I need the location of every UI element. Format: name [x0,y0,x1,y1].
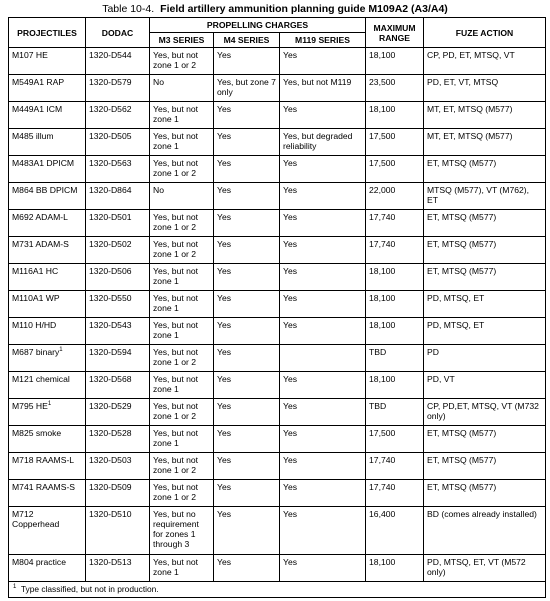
range-cell: 18,100 [366,555,424,582]
m4-cell: Yes [214,399,280,426]
m119-cell: Yes [280,426,366,453]
m4-cell: Yes [214,555,280,582]
m4-cell: Yes [214,372,280,399]
m119-cell: Yes [280,507,366,555]
m119-cell: Yes [280,183,366,210]
m3-cell: Yes, but no requirement for zones 1 through 3 [150,507,214,555]
m3-cell: No [150,75,214,102]
projectile-name: M121 chemical [12,374,70,384]
projectile-name: M712 Copperhead [12,509,60,529]
projectile-cell [9,210,86,237]
table-row [9,264,546,291]
table-row [9,102,546,129]
header-maximum-range: MAXIMUM RANGE [366,18,424,48]
projectile-cell [9,453,86,480]
m119-cell: Yes [280,102,366,129]
m4-cell: Yes [214,426,280,453]
fuze-cell: ET, MTSQ (M577) [424,264,546,291]
dodac-cell: 1320-D543 [86,318,150,345]
dodac-cell: 1320-D505 [86,129,150,156]
projectile-name: M687 binary [12,347,60,357]
m4-cell: Yes [214,156,280,183]
projectile-name: M692 ADAM-L [12,212,68,222]
m119-cell: Yes [280,264,366,291]
fuze-cell: PD, MTSQ, ET [424,291,546,318]
projectile-cell [9,129,86,156]
projectile-cell [9,48,86,75]
table-row [9,129,546,156]
footnote-marker: 1 [47,401,52,408]
dodac-cell: 1320-D594 [86,345,150,372]
fuze-cell: CP, PD, ET, MTSQ, VT [424,48,546,75]
projectile-cell [9,291,86,318]
m119-cell: Yes [280,372,366,399]
projectile-name: M795 HE [12,401,48,411]
range-cell: 17,740 [366,453,424,480]
projectile-cell [9,399,86,426]
fuze-cell: MT, ET, MTSQ (M577) [424,129,546,156]
range-cell: 18,100 [366,48,424,75]
footnote-text: Type classified, but not in production. [20,584,159,594]
projectile-name: M741 RAAMS-S [12,482,76,492]
fuze-cell: ET, MTSQ (M577) [424,426,546,453]
table-row [9,156,546,183]
m119-cell: Yes [280,399,366,426]
dodac-cell: 1320-D510 [86,507,150,555]
dodac-cell: 1320-D864 [86,183,150,210]
projectile-name: M864 BB DPICM [12,185,78,195]
table-row [9,345,546,372]
m4-cell: Yes [214,453,280,480]
projectile-cell [9,237,86,264]
fuze-cell: MTSQ (M577), VT (M762), ET [424,183,546,210]
m3-cell: Yes, but not zone 1 [150,102,214,129]
table-row [9,555,546,582]
table-row [9,399,546,426]
header-projectiles: PROJECTILES [9,18,86,48]
m119-cell: Yes [280,555,366,582]
projectile-cell [9,318,86,345]
projectile-name: M549A1 RAP [12,77,65,87]
m4-cell: Yes, but zone 7 only [214,75,280,102]
m119-cell: Yes [280,48,366,75]
fuze-cell: ET, MTSQ (M577) [424,480,546,507]
projectile-cell [9,507,86,555]
m3-cell: Yes, but not zone 1 [150,426,214,453]
dodac-cell: 1320-D506 [86,264,150,291]
range-cell: 17,500 [366,129,424,156]
dodac-cell: 1320-D544 [86,48,150,75]
m3-cell: Yes, but not zone 1 or 2 [150,453,214,480]
projectile-name: M731 ADAM-S [12,239,69,249]
projectile-cell [9,555,86,582]
footnote-marker: 1 [59,347,63,354]
m4-cell: Yes [214,237,280,264]
m3-cell: Yes, but not zone 1 [150,372,214,399]
table-caption [0,2,550,16]
m3-cell: Yes, but not zone 1 [150,291,214,318]
m4-cell: Yes [214,183,280,210]
fuze-cell: BD (comes already installed) [424,507,546,555]
m4-cell: Yes [214,264,280,291]
range-cell: 17,740 [366,237,424,264]
projectile-name: M110A1 WP [12,293,60,303]
m3-cell: Yes, but not zone 1 or 2 [150,480,214,507]
range-cell: 17,500 [366,156,424,183]
m3-cell: Yes, but not zone 1 [150,264,214,291]
m119-cell: Yes [280,237,366,264]
projectile-cell [9,480,86,507]
footnote-row [9,582,546,598]
fuze-cell: CP, PD,ET, MTSQ, VT (M732 only) [424,399,546,426]
fuze-cell: ET, MTSQ (M577) [424,237,546,264]
m3-cell: Yes, but not zone 1 or 2 [150,210,214,237]
projectile-cell [9,156,86,183]
dodac-cell: 1320-D550 [86,291,150,318]
m4-cell: Yes [214,102,280,129]
m4-cell: Yes [214,345,280,372]
dodac-cell: 1320-D528 [86,426,150,453]
range-cell: 23,500 [366,75,424,102]
m119-cell: Yes [280,156,366,183]
dodac-cell: 1320-D513 [86,555,150,582]
fuze-cell: ET, MTSQ (M577) [424,210,546,237]
projectile-name: M107 HE [12,50,48,60]
table-row [9,237,546,264]
dodac-cell: 1320-D529 [86,399,150,426]
table-row [9,210,546,237]
header-dodac: DODAC [86,18,150,48]
ammunition-table [8,17,546,598]
projectile-name: M825 smoke [12,428,62,438]
dodac-cell: 1320-D503 [86,453,150,480]
range-cell: 17,740 [366,480,424,507]
m3-cell: Yes, but not zone 1 or 2 [150,237,214,264]
m3-cell: No [150,183,214,210]
m4-cell: Yes [214,48,280,75]
dodac-cell: 1320-D568 [86,372,150,399]
m3-cell: Yes, but not zone 1 [150,555,214,582]
table-row [9,318,546,345]
dodac-cell: 1320-D501 [86,210,150,237]
fuze-cell: PD, VT [424,372,546,399]
projectile-cell [9,183,86,210]
table-row [9,507,546,555]
fuze-cell: PD [424,345,546,372]
range-cell: 17,500 [366,426,424,453]
m119-cell: Yes, but not M119 [280,75,366,102]
m4-cell: Yes [214,129,280,156]
m119-cell: Yes [280,318,366,345]
m3-cell: Yes, but not zone 1 [150,129,214,156]
m119-cell [280,345,366,372]
projectile-name: M116A1 HC [12,266,59,276]
m4-cell: Yes [214,507,280,555]
footnote [9,582,546,598]
m3-cell: Yes, but not zone 1 or 2 [150,48,214,75]
fuze-cell: PD, MTSQ, ET [424,318,546,345]
table-row [9,480,546,507]
range-cell: 18,100 [366,264,424,291]
projectile-cell [9,372,86,399]
projectile-cell [9,102,86,129]
range-cell: 18,100 [366,291,424,318]
fuze-cell: PD, ET, VT, MTSQ [424,75,546,102]
projectile-name: M110 H/HD [12,320,57,330]
table-row [9,48,546,75]
table-row [9,426,546,453]
header-m119-series: M119 SERIES [280,33,366,48]
projectile-cell [9,75,86,102]
table-row [9,75,546,102]
fuze-cell: ET, MTSQ (M577) [424,156,546,183]
footnote-mark: 1 [13,584,17,591]
projectile-name: M483A1 DPICM [12,158,75,168]
range-cell: 18,100 [366,372,424,399]
dodac-cell: 1320-D579 [86,75,150,102]
m3-cell: Yes, but not zone 1 or 2 [150,399,214,426]
m119-cell: Yes [280,210,366,237]
range-cell: 17,740 [366,210,424,237]
dodac-cell: 1320-D563 [86,156,150,183]
header-propelling-charges: PROPELLING CHARGES [150,18,366,33]
m4-cell: Yes [214,480,280,507]
fuze-cell: PD, MTSQ, ET, VT (M572 only) [424,555,546,582]
projectile-cell [9,264,86,291]
header-m4-series: M4 SERIES [214,33,280,48]
fuze-cell: MT, ET, MTSQ (M577) [424,102,546,129]
projectile-cell [9,426,86,453]
projectile-name: M485 illum [12,131,54,141]
range-cell: 22,000 [366,183,424,210]
m3-cell: Yes, but not zone 1 or 2 [150,156,214,183]
projectile-name: M804 practice [12,557,66,567]
m119-cell: Yes, but degraded reliability [280,129,366,156]
projectile-name: M718 RAAMS-L [12,455,75,465]
m119-cell: Yes [280,480,366,507]
m3-cell: Yes, but not zone 1 [150,318,214,345]
range-cell: 16,400 [366,507,424,555]
table-row [9,453,546,480]
dodac-cell: 1320-D562 [86,102,150,129]
header-fuze-action: FUZE ACTION [424,18,546,48]
projectile-name: M449A1 ICM [12,104,63,114]
range-cell: TBD [366,345,424,372]
range-cell: 18,100 [366,318,424,345]
projectile-cell [9,345,86,372]
fuze-cell: ET, MTSQ (M577) [424,453,546,480]
m119-cell: Yes [280,453,366,480]
header-m3-series: M3 SERIES [150,33,214,48]
m4-cell: Yes [214,318,280,345]
dodac-cell: 1320-D509 [86,480,150,507]
table-title: Field artillery ammunition planning guide M109A2 (A3/A4) [160,3,448,15]
m4-cell: Yes [214,291,280,318]
table-row [9,372,546,399]
range-cell: 18,100 [366,102,424,129]
m4-cell: Yes [214,210,280,237]
table-row [9,291,546,318]
m119-cell: Yes [280,291,366,318]
table-number: Table 10-4. [102,3,155,15]
m3-cell: Yes, but not zone 1 or 2 [150,345,214,372]
dodac-cell: 1320-D502 [86,237,150,264]
range-cell: TBD [366,399,424,426]
table-row [9,183,546,210]
